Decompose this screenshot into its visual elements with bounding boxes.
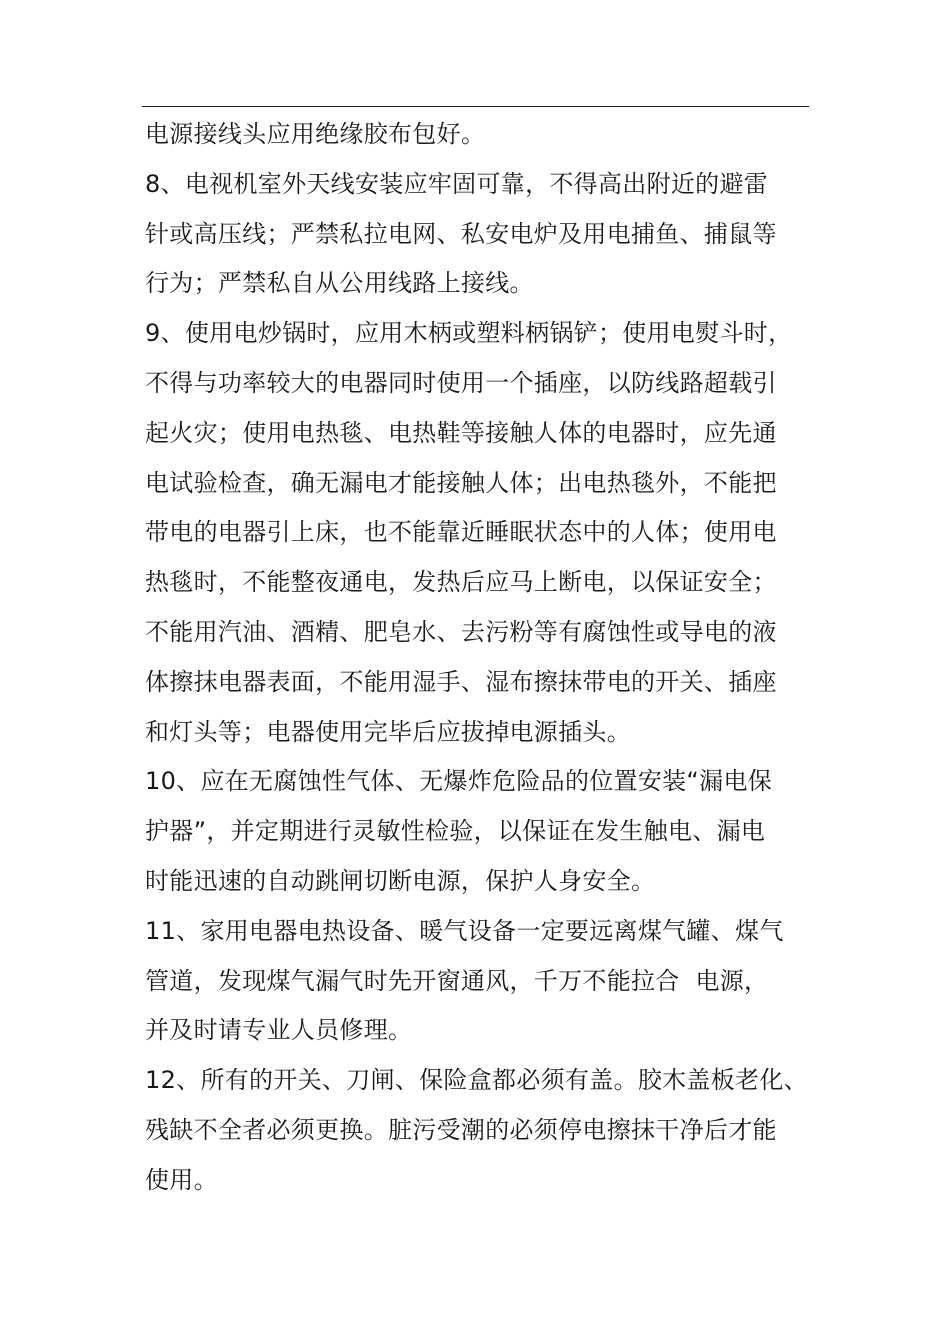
- paragraph-item-9: [145, 309, 825, 757]
- paragraph-item-12: [145, 1056, 825, 1205]
- text-line: 并及时请专业人员修理。: [145, 1016, 413, 1045]
- text-line: 管道，发现煤气漏气时先开窗通风，千万不能拉合 电源，: [145, 966, 769, 995]
- text-line: 电试验检查，确无漏电才能接触人体；出电热毯外，不能把: [145, 468, 777, 497]
- text-line: 9、使用电炒锅时，应用木柄或塑料柄锅铲；使用电熨斗时，: [145, 319, 793, 348]
- paragraph-continuation: [145, 110, 825, 160]
- text-line: 使用。: [145, 1165, 218, 1194]
- text-line: 带电的电器引上床，也不能靠近睡眠状态中的人体；使用电: [145, 518, 777, 547]
- text-line: 护器”，并定期进行灵敏性检验，以保证在发生触电、漏电: [145, 817, 766, 846]
- text-line: 不得与功率较大的电器同时使用一个插座，以防线路超载引: [145, 368, 777, 397]
- text-line: 10、应在无腐蚀性气体、无爆炸危险品的位置安装“漏电保: [145, 767, 773, 796]
- header-rule: [142, 106, 809, 107]
- paragraph-item-11: [145, 907, 825, 1056]
- text-line: 不能用汽油、酒精、肥皂水、去污粉等有腐蚀性或导电的液: [145, 617, 777, 646]
- text-line: 热毯时，不能整夜通电，发热后应马上断电，以保证安全；: [145, 568, 777, 597]
- text-line: 针或高压线；严禁私拉电网、私安电炉及用电捕鱼、捕鼠等: [145, 219, 777, 248]
- text-line: 行为；严禁私自从公用线路上接线。: [145, 269, 534, 298]
- text-line: 8、电视机室外天线安装应牢固可靠，不得高出附近的避雷: [145, 169, 769, 198]
- text-line: 电源接线头应用绝缘胶布包好。: [145, 120, 486, 148]
- text-line: 起火灾；使用电热毯、电热鞋等接触人体的电器时，应先通: [145, 418, 777, 447]
- text-line: 残缺不全者必须更换。脏污受潮的必须停电擦抹干净后才能: [145, 1115, 777, 1144]
- text-line: 12、所有的开关、刀闸、保险盒都必须有盖。胶木盖板老化、: [145, 1066, 808, 1095]
- paragraph-item-8: [145, 160, 825, 309]
- text-line: 时能迅速的自动跳闸切断电源，保护人身安全。: [145, 866, 656, 895]
- text-line: 体擦抹电器表面，不能用湿手、湿布擦抹带电的开关、插座: [145, 667, 777, 696]
- paragraph-item-10: [145, 757, 825, 906]
- text-line: 和灯头等；电器使用完毕后应拔掉电源插头。: [145, 717, 631, 746]
- text-line: 11、家用电器电热设备、暖气设备一定要远离煤气罐、煤气: [145, 916, 784, 945]
- document-body: [145, 110, 825, 1206]
